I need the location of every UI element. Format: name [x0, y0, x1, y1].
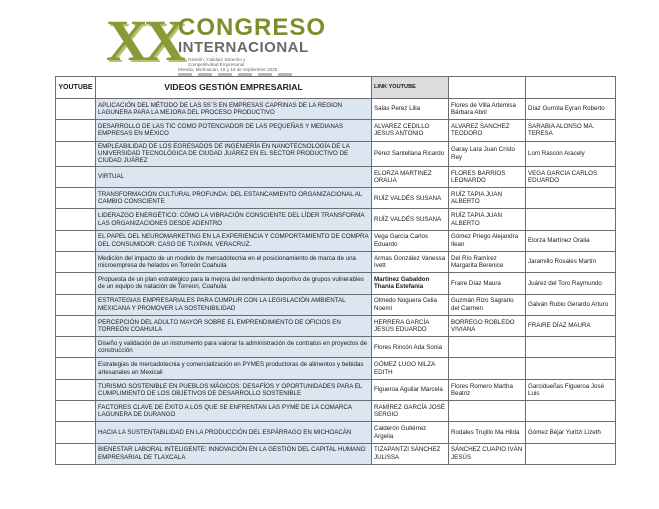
video-title-cell: Estrategias de mercadotecnia y comercialización en PYMES productoras de alimentos y bebidas artesanales en Mexicali	[96, 358, 372, 379]
header-link-youtube: LINK YOUTUBE	[372, 77, 449, 99]
table-row	[56, 422, 616, 443]
logo-subtitle-2: Competitividad Empresarial	[188, 62, 245, 67]
youtube-link-cell[interactable]	[56, 443, 96, 464]
author-2-cell: Rodales Trujillo Ma Hilda	[449, 422, 526, 443]
author-1-cell: Salas Perez Lilia	[372, 99, 449, 120]
table-row	[56, 209, 616, 230]
author-3-cell: Elorza Martínez Oralia	[526, 230, 616, 251]
author-3-cell: Garcidueñas Figueroa José Luis	[526, 379, 616, 400]
video-title-cell: BIENESTAR LABORAL INTELIGENTE: INNOVACIÓN EN LA GESTIÓN DEL CAPITAL HUMANO EMPRESARIAL DE TLAXCALA	[96, 443, 372, 464]
youtube-link-cell[interactable]	[56, 120, 96, 141]
video-title-cell: Propuesta de un plan estratégico para la mejora del rendimiento deportivo de grupos vulnerables de un equipo de natación de Torreon, Coahuila	[96, 273, 372, 294]
video-title-cell: Medición del impacto de un modelo de mercadotecnia en el posicionamiento de marca de una microempresa de helados en Torreón Coahuila	[96, 252, 372, 273]
author-1-cell: ALVAREZ CEDILLO JESUS ANTONIO	[372, 120, 449, 141]
youtube-link-cell[interactable]	[56, 379, 96, 400]
youtube-link-cell[interactable]	[56, 141, 96, 166]
youtube-link-cell[interactable]	[56, 230, 96, 251]
author-2-cell: Del Río Ramírez Margarita Berenice	[449, 252, 526, 273]
author-3-cell: FRAIRE DÍAZ MAURA	[526, 315, 616, 336]
author-2-cell: Guzmán Rizo Sagrario del Carmen	[449, 294, 526, 315]
author-3-cell: Juárez del Toro Raymundo	[526, 273, 616, 294]
author-1-cell: ELORZA MARTINEZ ORALIA	[372, 166, 449, 187]
header-videos-title: VIDEOS GESTIÓN EMPRESARIAL	[96, 77, 372, 99]
author-3-cell	[526, 337, 616, 358]
youtube-link-cell[interactable]	[56, 294, 96, 315]
header-empty-2	[526, 77, 616, 99]
author-2-cell	[449, 358, 526, 379]
video-title-cell: EMPLEABILIDAD DE LOS EGRESADOS DE INGENIERÍA EN NANOTECNOLOGÍA DE LA UNIVERSIDAD TECNOLÓGICA DE CIUDAD JUÁREZ EN EL SECTOR PRODUCTIVO DE CIUDAD JUÁREZ	[96, 141, 372, 166]
youtube-link-cell[interactable]	[56, 358, 96, 379]
author-1-cell: Vega García Carlos Eduardo	[372, 230, 449, 251]
video-title-cell: DESARROLLO DE LAS TIC COMO POTENCIADOR DE LAS PEQUEÑAS Y MEDIANAS EMPRESAS EN MÉXICO	[96, 120, 372, 141]
video-title-cell: PERCEPCIÓN DEL ADULTO MAYOR SOBRE EL EMPRENDIMIENTO DE OFICIOS EN TORREÓN COAHUILA	[96, 315, 372, 336]
video-title-cell: HACIA LA SUSTENTABILIDAD EN LA PRODUCCIÓN DEL ESPÁRRAGO EN MICHOACÁN	[96, 422, 372, 443]
author-1-cell: Pérez Santellana Ricardo	[372, 141, 449, 166]
author-1-cell: Calderón Gutiérrez Argelia	[372, 422, 449, 443]
author-1-cell: Olmedo Noguera Celia Noemí	[372, 294, 449, 315]
author-2-cell: Gómez Priego Alejandra Ilean	[449, 230, 526, 251]
author-3-cell	[526, 401, 616, 422]
video-title-cell: TURISMO SOSTENIBLE EN PUEBLOS MÁGICOS: DESAFÍOS Y OPORTUNIDADES PARA EL CUMPLIMIENTO DE LOS OBJETIVOS DE DESARROLLO SOSTENIBLE	[96, 379, 372, 400]
author-1-cell: Armas González Vanessa Ivett	[372, 252, 449, 273]
author-2-cell: RUÍZ TAPIA JUAN ALBERTO	[449, 209, 526, 230]
author-2-cell: Fraire Díaz Maura	[449, 273, 526, 294]
author-3-cell: SARABIA ALONSO MA. TERESA	[526, 120, 616, 141]
header-empty-1	[449, 77, 526, 99]
author-2-cell	[449, 337, 526, 358]
table-header-row	[56, 77, 616, 99]
author-2-cell: RUÍZ TAPIA JUAN ALBERTO	[449, 188, 526, 209]
author-3-cell: VEGA GARCIA CARLOS EDUARDO	[526, 166, 616, 187]
author-2-cell: Garay Lara Juan Cristo Rey	[449, 141, 526, 166]
video-title-cell: TRANSFORMACIÓN CULTURAL PROFUNDA: DEL ESTANCAMIENTO ORGANIZACIONAL AL CAMBIO CONSCIENTE	[96, 188, 372, 209]
logo-roman-numeral: XX	[106, 8, 182, 73]
author-3-cell: Díaz Gurrola Eyran Roberto	[526, 99, 616, 120]
video-title-cell: EL PAPEL DEL NEUROMARKETING EN LA EXPERIENCIA Y COMPORTAMIENTO DE COMPRA DEL CONSUMIDOR: CASO DE TUXPAN, VERACRUZ.	[96, 230, 372, 251]
author-3-cell	[526, 209, 616, 230]
header-youtube: YOUTUBE	[56, 77, 96, 99]
author-1-cell: Figueroa Aguilar Marcela	[372, 379, 449, 400]
author-2-cell: BORREGO ROBLEDO VIVIANA	[449, 315, 526, 336]
table-row	[56, 294, 616, 315]
logo-title-line1: CONGRESO	[178, 14, 327, 41]
youtube-link-cell[interactable]	[56, 209, 96, 230]
table-row	[56, 337, 616, 358]
table-row	[56, 379, 616, 400]
author-1-cell: RUÍZ VALDÉS SUSANA	[372, 188, 449, 209]
table-row	[56, 99, 616, 120]
table-row	[56, 120, 616, 141]
author-2-cell: Flores Romero Martha Beatriz	[449, 379, 526, 400]
author-2-cell	[449, 401, 526, 422]
table-row	[56, 252, 616, 273]
youtube-link-cell[interactable]	[56, 188, 96, 209]
table-row	[56, 401, 616, 422]
author-3-cell	[526, 188, 616, 209]
congress-logo	[106, 8, 327, 76]
table-row	[56, 230, 616, 251]
youtube-link-cell[interactable]	[56, 99, 96, 120]
table-row	[56, 358, 616, 379]
youtube-link-cell[interactable]	[56, 401, 96, 422]
video-title-cell: ESTRATEGIAS EMPRESARIALES PARA CUMPLIR CON LA LEGISLACIÓN AMBIENTAL MEXICANA Y PROMOVER LA SOSTENIBILIDAD	[96, 294, 372, 315]
logo-title-line2: INTERNACIONAL	[178, 39, 309, 56]
logo-subtitle-3: Morelia, Michoacán, 18 y 19 de septiembre 2025	[178, 67, 278, 72]
youtube-link-cell[interactable]	[56, 252, 96, 273]
author-2-cell: SÁNCHEZ CUAPIO IVÁN JESÚS	[449, 443, 526, 464]
author-3-cell: Jaramillo Rosales Martín	[526, 252, 616, 273]
author-2-cell: FLORES BARRIOS LEONARDO	[449, 166, 526, 187]
video-title-cell: LIDERAZGO ENERGÉTICO: CÓMO LA VIBRACIÓN CONSCIENTE DEL LÍDER TRANSFORMA LAS ORGANIZACIONES DESDE ADENTRO	[96, 209, 372, 230]
youtube-link-cell[interactable]	[56, 273, 96, 294]
table-row	[56, 315, 616, 336]
table-row	[56, 273, 616, 294]
author-3-cell	[526, 358, 616, 379]
author-1-cell: RUÍZ VALDÉS SUSANA	[372, 209, 449, 230]
table-row	[56, 166, 616, 187]
author-3-cell: Gómez Béjar Yuritzi Lizeth	[526, 422, 616, 443]
author-1-cell: RAMÍREZ GARCÍA JOSÉ SERGIO	[372, 401, 449, 422]
logo-subtitle-1: Gestión, Calidad, Derecho y	[188, 57, 246, 62]
author-3-cell	[526, 443, 616, 464]
author-3-cell: Lom Rascón Aracely	[526, 141, 616, 166]
table-row	[56, 188, 616, 209]
video-title-cell: APLICACIÓN DEL MÉTODO DE LAS 5S´S EN EMPRESAS CAPRINAS DE LA REGION LAGUNERA PARA LA MEJORA DEL PROCESO PRODUCTIVO	[96, 99, 372, 120]
author-1-cell: TIZAPANTZI SÁNCHEZ JULISSA	[372, 443, 449, 464]
youtube-link-cell[interactable]	[56, 166, 96, 187]
table-row	[56, 141, 616, 166]
author-3-cell: Galván Rubio Gerardo Arturo	[526, 294, 616, 315]
table-row	[56, 443, 616, 464]
author-1-cell: HERRERA GARCÍA JESÚS EDUARDO	[372, 315, 449, 336]
author-1-cell: Flores Rincón Ada Sonia	[372, 337, 449, 358]
youtube-link-cell[interactable]	[56, 315, 96, 336]
video-title-cell: VIRTUAL	[96, 166, 372, 187]
author-2-cell: Flores de Villa Artemisa Bárbara Abril	[449, 99, 526, 120]
video-title-cell: Diseño y validación de un instrumento para valorar la administración de contratos en proyectos de construcción	[96, 337, 372, 358]
youtube-link-cell[interactable]	[56, 422, 96, 443]
author-2-cell: ALVAREZ SANCHEZ TEODORO	[449, 120, 526, 141]
youtube-link-cell[interactable]	[56, 337, 96, 358]
videos-table	[55, 76, 616, 465]
author-1-cell: Martinez Gabaldon Thania Estefania	[372, 273, 449, 294]
author-1-cell: GÓMEZ LUGO NILZA EDITH	[372, 358, 449, 379]
video-title-cell: FACTORES CLAVE DE ÉXITO A LOS QUE SE ENFRENTAN LAS PYME DE LA COMARCA LAGUNERA DE DURANGO	[96, 401, 372, 422]
